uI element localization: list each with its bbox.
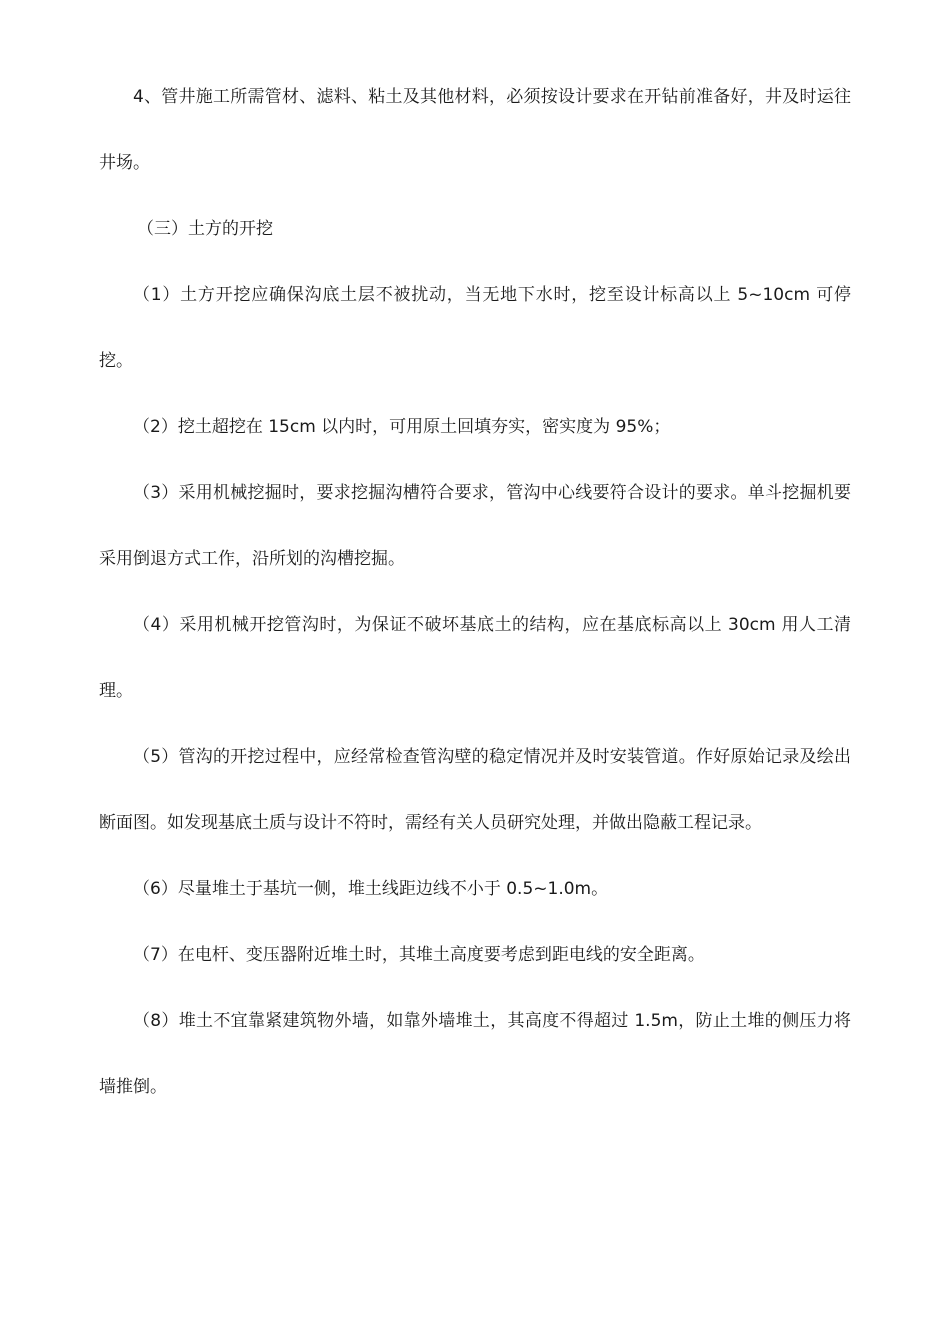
paragraph-item-3: （3）采用机械挖掘时，要求挖掘沟槽符合要求，管沟中心线要符合设计的要求。单斗挖掘机要采用倒退方式工作，沿所划的沟槽挖掘。 [99,483,851,569]
paragraph-item-7: （7）在电杆、变压器附近堆土时，其堆土高度要考虑到距电线的安全距离。 [133,945,705,965]
paragraph-item-6: （6）尽量堆土于基坑一侧，堆土线距边线不小于 0.5~1.0m。 [133,879,609,899]
paragraph-item-1: （1）土方开挖应确保沟底土层不被扰动，当无地下水时，挖至设计标高以上 5~10cm 可停挖。 [99,285,851,371]
paragraph-item-5: （5）管沟的开挖过程中，应经常检查管沟壁的稳定情况并及时安装管道。作好原始记录及绘出断面图。如发现基底土质与设计不符时，需经有关人员研究处理，并做出隐蔽工程记录。 [99,747,851,833]
paragraph-materials-preparation: 4、管井施工所需管材、滤料、粘土及其他材料，必须按设计要求在开钻前准备好，井及时运往井场。 [99,87,851,173]
section-heading-earth-excavation: （三）土方的开挖 [137,219,273,239]
paragraph-item-2: （2）挖土超挖在 15cm 以内时，可用原土回填夯实，密实度为 95%； [133,417,671,437]
document-body [99,64,851,1120]
paragraph-item-4: （4）采用机械开挖管沟时，为保证不破坏基底土的结构，应在基底标高以上 30cm 用人工清理。 [99,615,851,701]
paragraph-item-8: （8）堆土不宜靠紧建筑物外墙，如靠外墙堆土，其高度不得超过 1.5m，防止土堆的侧压力将墙推倒。 [99,1011,851,1097]
